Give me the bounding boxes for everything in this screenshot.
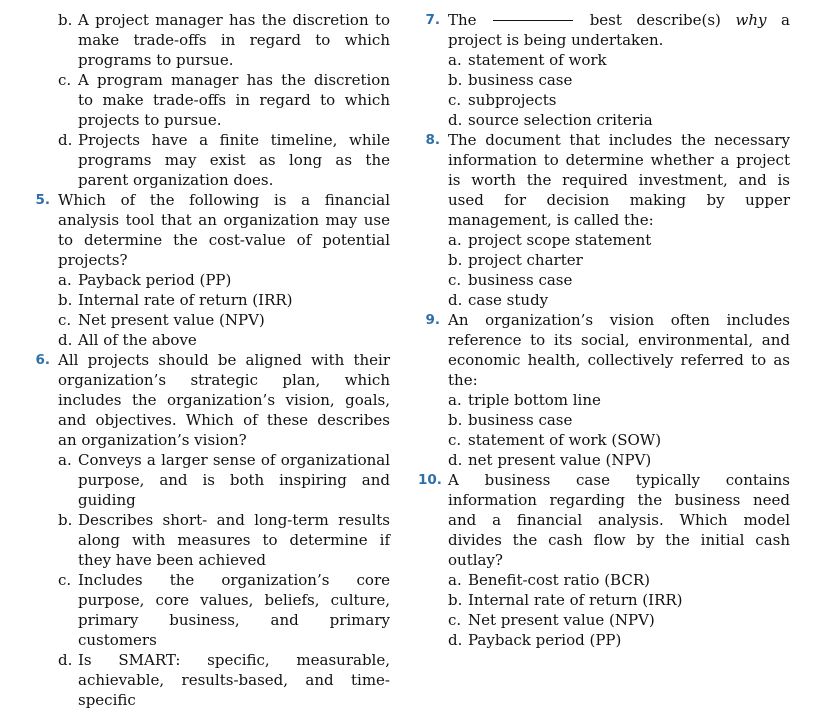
option-letter: d. [448, 111, 463, 129]
option-text: Internal rate of return (IRR) [468, 591, 683, 609]
answer-option [448, 110, 790, 130]
answer-option [448, 410, 790, 430]
option-text: Projects have a finite timeline, while programs may exist as long as the parent organization does. [78, 131, 390, 189]
option-letter: d. [448, 451, 463, 469]
question-5 [28, 190, 390, 350]
option-letter: a. [58, 451, 72, 469]
option-letter: b. [58, 511, 73, 529]
option-letter: b. [448, 71, 463, 89]
option-text: project scope statement [468, 231, 652, 249]
option-text: statement of work [468, 51, 607, 69]
option-letter: a. [448, 51, 462, 69]
answer-option [58, 330, 390, 350]
answer-option [58, 310, 390, 330]
answer-option [448, 570, 790, 590]
option-letter: d. [448, 631, 463, 649]
option-text: case study [468, 291, 549, 309]
answer-option [448, 250, 790, 270]
option-letter: c. [58, 311, 72, 329]
option-letter: d. [58, 331, 73, 349]
option-text: net present value (NPV) [468, 451, 652, 469]
option-letter: c. [448, 611, 462, 629]
stem-start: The [448, 11, 477, 29]
question-stem: Which of the following is a financial analysis tool that an organization may use to determine the cost-value of potential projects? [58, 191, 390, 269]
question-number: 5. [35, 192, 50, 208]
option-letter: a. [448, 571, 462, 589]
question-8 [418, 130, 790, 310]
stem-emphasis: why [735, 11, 767, 29]
question-number: 6. [35, 352, 50, 368]
answer-option [58, 10, 390, 70]
option-letter: a. [448, 391, 462, 409]
answer-option [58, 130, 390, 190]
option-letter: d. [58, 651, 73, 669]
answer-option [448, 270, 790, 290]
option-letter: c. [448, 91, 462, 109]
question-7 [418, 10, 790, 130]
question-4-continuation [28, 10, 390, 190]
option-letter: b. [58, 11, 73, 29]
question-number: 7. [425, 12, 440, 28]
answer-option [448, 50, 790, 70]
answer-option [448, 610, 790, 630]
answer-option [448, 290, 790, 310]
option-text: Payback period (PP) [78, 271, 232, 289]
option-letter: c. [448, 431, 462, 449]
option-text: Net present value (NPV) [78, 311, 265, 329]
option-text: project charter [468, 251, 583, 269]
question-number: 9. [425, 312, 440, 328]
stem-end: a project is being undertaken. [448, 11, 790, 49]
option-text: All of the above [78, 331, 197, 349]
option-text: business case [468, 411, 573, 429]
answer-option [58, 510, 390, 570]
option-letter: b. [448, 411, 463, 429]
option-text: A project manager has the discretion to make trade-offs in regard to which programs to pursue. [78, 11, 390, 69]
question-stem: All projects should be aligned with their organization’s strategic plan, which includes the organization’s vision, goals, and objectives. Which of these describes an organization’s vision? [58, 351, 390, 449]
option-text: A program manager has the discretion to make trade-offs in regard to which projects to pursue. [78, 71, 390, 129]
option-text: subprojects [468, 91, 557, 109]
option-letter: b. [448, 251, 463, 269]
option-text: Conveys a larger sense of organizational purpose, and is both inspiring and guiding [78, 451, 390, 509]
option-letter: d. [448, 291, 463, 309]
answer-option [58, 290, 390, 310]
option-text: source selection criteria [468, 111, 653, 129]
answer-option [58, 270, 390, 290]
left-column [28, 10, 390, 710]
option-letter: b. [58, 291, 73, 309]
answer-option [448, 430, 790, 450]
option-letter: d. [58, 131, 73, 149]
answer-option [448, 90, 790, 110]
answer-option [58, 70, 390, 130]
stem-middle: best describe(s) [589, 11, 721, 29]
option-text: business case [468, 271, 573, 289]
answer-option [448, 70, 790, 90]
option-text: Is SMART: specific, measurable, achievable, results-based, and time-specific [78, 651, 390, 709]
option-text: triple bottom line [468, 391, 601, 409]
question-6 [28, 350, 390, 710]
option-text: Describes short- and long-term results along with measures to determine if they have been achieved [78, 511, 390, 569]
question-number: 10. [418, 472, 442, 488]
answer-option [448, 450, 790, 470]
option-letter: a. [448, 231, 462, 249]
fill-in-blank [493, 20, 573, 21]
question-9 [418, 310, 790, 470]
option-text: business case [468, 71, 573, 89]
question-stem: The document that includes the necessary information to determine whether a project is worth the required investment, and is used for decision making by upper management, is called the: [448, 131, 790, 229]
answer-option [58, 570, 390, 650]
question-stem: An organization’s vision often includes reference to its social, environmental, and economic health, collectively referred to as the: [448, 311, 790, 389]
question-10 [418, 470, 790, 650]
option-letter: b. [448, 591, 463, 609]
option-text: Net present value (NPV) [468, 611, 655, 629]
option-text: Benefit-cost ratio (BCR) [468, 571, 650, 589]
answer-option [448, 630, 790, 650]
option-text: Payback period (PP) [468, 631, 622, 649]
option-text: statement of work (SOW) [468, 431, 662, 449]
answer-option [448, 590, 790, 610]
option-text: Internal rate of return (IRR) [78, 291, 293, 309]
option-letter: c. [58, 571, 72, 589]
option-letter: c. [58, 71, 72, 89]
answer-option [58, 650, 390, 710]
option-letter: a. [58, 271, 72, 289]
answer-option [58, 450, 390, 510]
answer-option [448, 390, 790, 410]
right-column [418, 10, 790, 650]
question-number: 8. [425, 132, 440, 148]
question-stem [448, 10, 790, 50]
option-letter: c. [448, 271, 462, 289]
option-text: Includes the organization’s core purpose, core values, beliefs, culture, primary business, and primary customers [78, 571, 390, 649]
question-stem: A business case typically contains information regarding the business need and a financial analysis. Which model divides the cash flow by the initial cash outlay? [448, 471, 790, 569]
answer-option [448, 230, 790, 250]
